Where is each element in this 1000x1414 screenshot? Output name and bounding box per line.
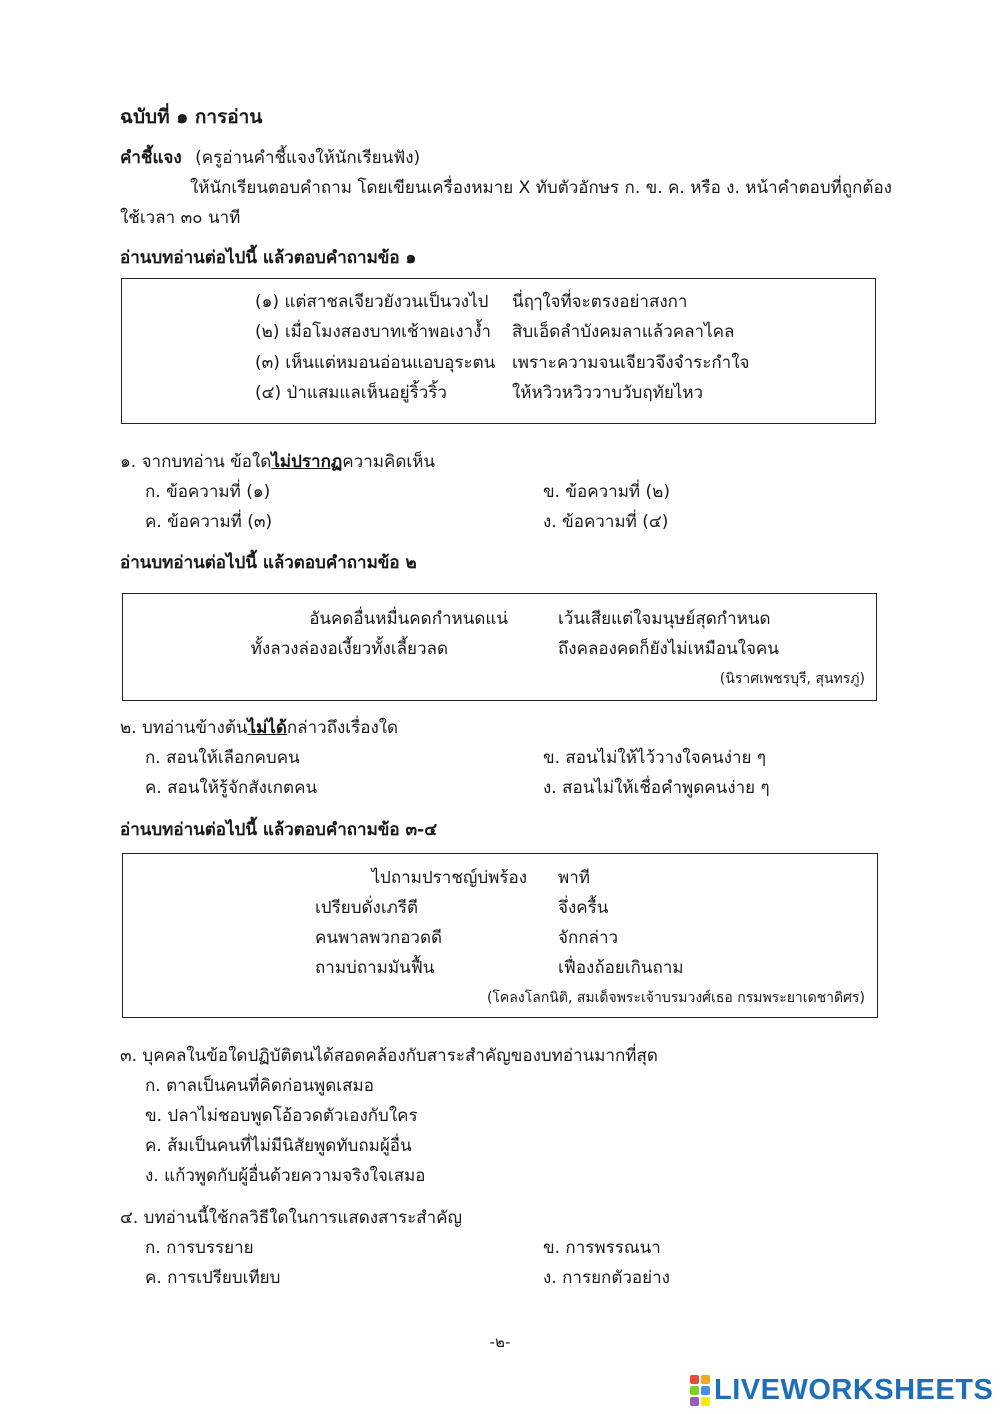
q2-text bbox=[120, 716, 398, 740]
q3-option-b[interactable]: ข. ปลาไม่ชอบพูดโอ้อวดตัวเองกับใคร bbox=[145, 1106, 418, 1126]
instructions-line-2: ใช้เวลา ๓๐ นาที bbox=[120, 208, 241, 228]
passage3-line4-left: ถามบ่ถามมันฟื้น bbox=[315, 958, 435, 978]
instructions-line-1: ให้นักเรียนตอบคำถาม โดยเขียนเครื่องหมาย X ทับตัวอักษร ก. ข. ค. หรือ ง. หน้าคำตอบที่ถูกต้อง bbox=[190, 178, 892, 198]
passage3-line4-right: เฟื่องถ้อยเกินถาม bbox=[558, 958, 684, 978]
q1-text bbox=[120, 450, 435, 474]
section-title: ฉบับที่ ๑ การอ่าน bbox=[120, 106, 263, 128]
passage2-heading: อ่านบทอ่านต่อไปนี้ แล้วตอบคำถามข้อ ๒ bbox=[120, 553, 417, 573]
logo-square bbox=[690, 1386, 699, 1395]
passage3-line1-left: ไปถามปราชญ์บ่พร้อง bbox=[371, 868, 527, 888]
passage1-line4-left: (๔) ป่าแสมแลเห็นอยู่ริ้วริ้ว bbox=[255, 383, 447, 403]
logo-square bbox=[690, 1397, 699, 1406]
q3-option-c[interactable]: ค. ส้มเป็นคนที่ไม่มีนิสัยพูดทับถมผู้อื่น bbox=[145, 1136, 412, 1156]
passage2-line2-right: ถึงคลองคดก็ยังไม่เหมือนใจคน bbox=[558, 639, 779, 659]
passage3-line2-right: จึ่งครื้น bbox=[558, 898, 609, 918]
q1-option-a[interactable]: ก. ข้อความที่ (๑) bbox=[145, 482, 271, 502]
q4-text: ๔. บทอ่านนี้ใช้กลวิธีใดในการแสดงสาระสำคัญ bbox=[120, 1208, 463, 1228]
q2-underlined: ไม่ได้ bbox=[247, 718, 287, 738]
passage2-source: (นิราศเพชรบุรี, สุนทรภู่) bbox=[719, 671, 865, 687]
passage1-line1-left: (๑) แต่สาชลเจียวยังวนเป็นวงไป bbox=[255, 292, 489, 312]
q3-option-d[interactable]: ง. แก้วพูดกับผู้อื่นด้วยความจริงใจเสมอ bbox=[145, 1166, 426, 1186]
passage1-line3-left: (๓) เห็นแต่หมอนอ่อนแอบอุระตน bbox=[255, 353, 496, 373]
logo-square bbox=[701, 1375, 710, 1384]
q1-underlined: ไม่ปรากฏ bbox=[271, 452, 343, 472]
q2-suffix: กล่าวถึงเรื่องใด bbox=[286, 718, 399, 738]
instructions-label-line bbox=[120, 146, 420, 170]
q2-option-c[interactable]: ค. สอนให้รู้จักสังเกตคน bbox=[145, 778, 318, 798]
passage1-line2-left: (๒) เมื่อโมงสองบาทเช้าพอเงาง้ำ bbox=[255, 322, 491, 342]
instructions-label: คำชี้แจง bbox=[120, 148, 182, 168]
passage1-line4-right: ให้หวิวหวิววาบวับฤทัยไหว bbox=[512, 383, 704, 403]
q4-option-c[interactable]: ค. การเปรียบเทียบ bbox=[145, 1268, 281, 1288]
passage3-line3-left: คนพาลพวกอวดดี bbox=[315, 928, 443, 948]
q2-option-d[interactable]: ง. สอนไม่ให้เชื่อคำพูดคนง่าย ๆ bbox=[543, 778, 770, 798]
passage3-line1-right: พาที bbox=[558, 868, 590, 888]
passage2-line2-left: ทั้งลวงล่องอเงี้ยวทั้งเลี้ยวลด bbox=[250, 639, 448, 659]
q1-suffix: ความคิดเห็น bbox=[342, 452, 436, 472]
q1-option-c[interactable]: ค. ข้อความที่ (๓) bbox=[145, 512, 273, 532]
passage1-heading: อ่านบทอ่านต่อไปนี้ แล้วตอบคำถามข้อ ๑ bbox=[120, 248, 417, 268]
passage1-line3-right: เพราะความจนเจียวจึงจำระกำใจ bbox=[512, 353, 750, 373]
logo-square bbox=[701, 1397, 710, 1406]
passage3-line2-left: เปรียบดั่งเภรีตี bbox=[315, 898, 419, 918]
passage1-box bbox=[121, 278, 876, 424]
passage3-line3-right: จักกล่าว bbox=[558, 928, 619, 948]
q1-option-d[interactable]: ง. ข้อความที่ (๔) bbox=[543, 512, 669, 532]
page-number: -๒- bbox=[489, 1333, 511, 1351]
q1-prefix: ๑. จากบทอ่าน ข้อใด bbox=[120, 452, 272, 472]
passage1-line1-right: นี่ฤๅใจที่จะตรงอย่าสงกา bbox=[512, 292, 688, 312]
q2-option-a[interactable]: ก. สอนให้เลือกคบคน bbox=[145, 748, 300, 768]
q4-option-a[interactable]: ก. การบรรยาย bbox=[145, 1238, 254, 1258]
passage2-line1-left: อันคดอื่นหมื่นคดกำหนดแน่ bbox=[309, 609, 508, 629]
logo-square bbox=[701, 1386, 710, 1395]
instructions-note: (ครูอ่านคำชี้แจงให้นักเรียนฟัง) bbox=[195, 148, 421, 168]
q2-option-b[interactable]: ข. สอนไม่ให้ไว้วางใจคนง่าย ๆ bbox=[543, 748, 766, 768]
passage3-heading: อ่านบทอ่านต่อไปนี้ แล้วตอบคำถามข้อ ๓-๔ bbox=[120, 820, 438, 840]
passage1-line2-right: สิบเอ็ดลำบังคมลาแล้วคลาไคล bbox=[512, 322, 735, 342]
q2-prefix: ๒. บทอ่านข้างต้น bbox=[120, 718, 248, 738]
passage2-line1-right: เว้นเสียแต่ใจมนุษย์สุดกำหนด bbox=[558, 609, 771, 629]
q3-option-a[interactable]: ก. ตาลเป็นคนที่คิดก่อนพูดเสมอ bbox=[145, 1076, 374, 1096]
logo-square bbox=[690, 1375, 699, 1384]
logo-mark-icon bbox=[690, 1375, 710, 1406]
passage3-source: (โคลงโลกนิติ, สมเด็จพระเจ้าบรมวงศ์เธอ กรมพระยาเดชาดิศร) bbox=[486, 990, 865, 1006]
q4-option-d[interactable]: ง. การยกตัวอย่าง bbox=[543, 1268, 670, 1288]
logo-text: LIVEWORKSHEETS bbox=[714, 1373, 994, 1406]
liveworksheets-logo[interactable] bbox=[690, 1374, 993, 1406]
q3-text: ๓. บุคคลในข้อใดปฏิบัติตนได้สอดคล้องกับสาระสำคัญของบทอ่านมากที่สุด bbox=[120, 1046, 658, 1066]
q1-option-b[interactable]: ข. ข้อความที่ (๒) bbox=[543, 482, 671, 502]
q4-option-b[interactable]: ข. การพรรณนา bbox=[543, 1238, 661, 1258]
